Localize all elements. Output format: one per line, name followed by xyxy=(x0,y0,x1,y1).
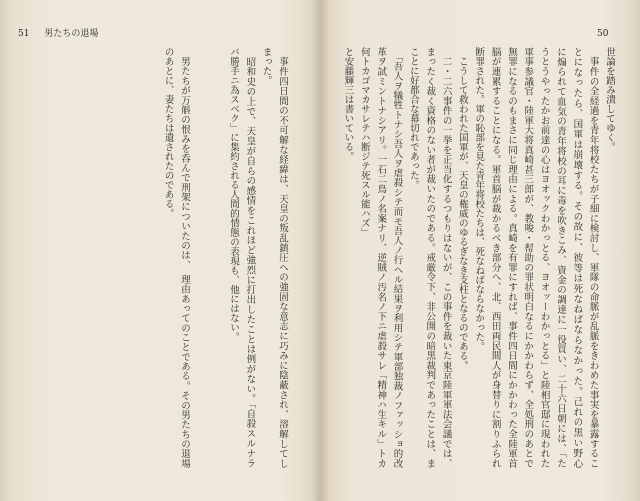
text-line: まった。 xyxy=(260,47,272,85)
text-line: と安藤輝三は書いている。 xyxy=(342,47,354,161)
text-line: に煽られて血気の青年将校の耳に毒を吹きこみ、資金の調達に一役買い、二十六日朝には、「た xyxy=(554,47,566,468)
text-line: 革ヲ試ミントナシアリ。一石二鳥ノ名案ナリ、逆賊ノ汚名ノ下ニ虐殺サレ「精神ハ生キル」トカ xyxy=(375,47,387,468)
text-line: 事件四日間の不可解な経緯は、天皇の叛乱鎮圧への強固な意志に巧みに陰蔽され、溶解してし xyxy=(277,47,288,468)
left-page-text xyxy=(159,47,290,468)
page-gutter xyxy=(312,0,330,501)
left-page-header xyxy=(18,28,98,40)
running-title: 男たちの退場 xyxy=(44,29,99,39)
text-line: 何トカゴマカサレテハ断ジテ死スル能ハズ」 xyxy=(358,47,370,237)
text-line: 軍事参議官・陸軍大将真崎甚三郎が、教唆・幇助の罪状明白なるにかかわらず、全処刑のあとで xyxy=(522,47,534,468)
right-page-text xyxy=(339,47,617,468)
text-line: 無罪になるのもまさに同じ理由による。真崎を有罪にすれば、事件四日間にかかわった全陸軍首 xyxy=(505,47,517,468)
blank-line xyxy=(208,47,224,468)
text-line: バ勝手ニ為スベク」に集約される人間的情態の表現も、他にはない。 xyxy=(227,47,239,342)
text-line: まったく裁く資格のない者が裁いたのである。戒厳令下、非公開の暗黒裁判であったことは、ま xyxy=(424,47,436,468)
text-line: 断罪された。軍の恥部を見た青年将校たちは、死なねばならなかった。 xyxy=(473,47,485,351)
text-line: 二・二六事件の一挙を正当化するつもりはないが、この事件を裁いた東京陸軍軍法会議では、 xyxy=(440,47,452,468)
text-line: 昭和史の上で、天皇が自らの感情をこれほど強烈に打出したことは例がない。「自殺スルナラ xyxy=(244,47,256,468)
text-line: 「吾人ヲ犠牲トナシ吾人ヲ虐殺シテ而モ吾人ノ行ヘル結果ヲ利用シテ軍部独裁ノファッショ的改 xyxy=(391,47,403,468)
text-line: うとうやったかお前達の心はヨオックわかっとる、ヨオッーわかっとる」と陸相官邸に現われた xyxy=(538,47,550,468)
text-line: とになったら、国軍は崩壊する。その故に、彼等は死なねばならなかった。己れの黒い野心 xyxy=(571,47,583,468)
text-line: のあとに、妻たちは遺されたのである。 xyxy=(162,47,174,218)
page-number: 51 xyxy=(18,29,30,39)
text-line: 脳が連累することになる。軍首脳が裁かるべき部分へ、北、西田両民間人が身替りに割りふられ xyxy=(489,47,501,468)
text-line: 事件の全経過を青年将校たちが子細に検討し、軍隊の命脈が乱脈をきわめた事実を暴露するこ xyxy=(587,47,599,468)
page-number: 50 xyxy=(597,29,609,39)
right-page-header xyxy=(597,28,608,40)
text-line: ことに好都合な幕切れであった。 xyxy=(407,47,419,190)
text-line: 世論を踏み潰してゆく。 xyxy=(604,47,615,152)
text-line: 男たちが万斛の恨みを呑んで刑架についたのは、 理由あってのことである。その男たちの退場 xyxy=(178,47,190,468)
blank-line xyxy=(192,47,208,468)
text-line: こうして救われた国軍が、天皇の権威のゆるぎなき支柱となるのである。 xyxy=(456,47,468,370)
